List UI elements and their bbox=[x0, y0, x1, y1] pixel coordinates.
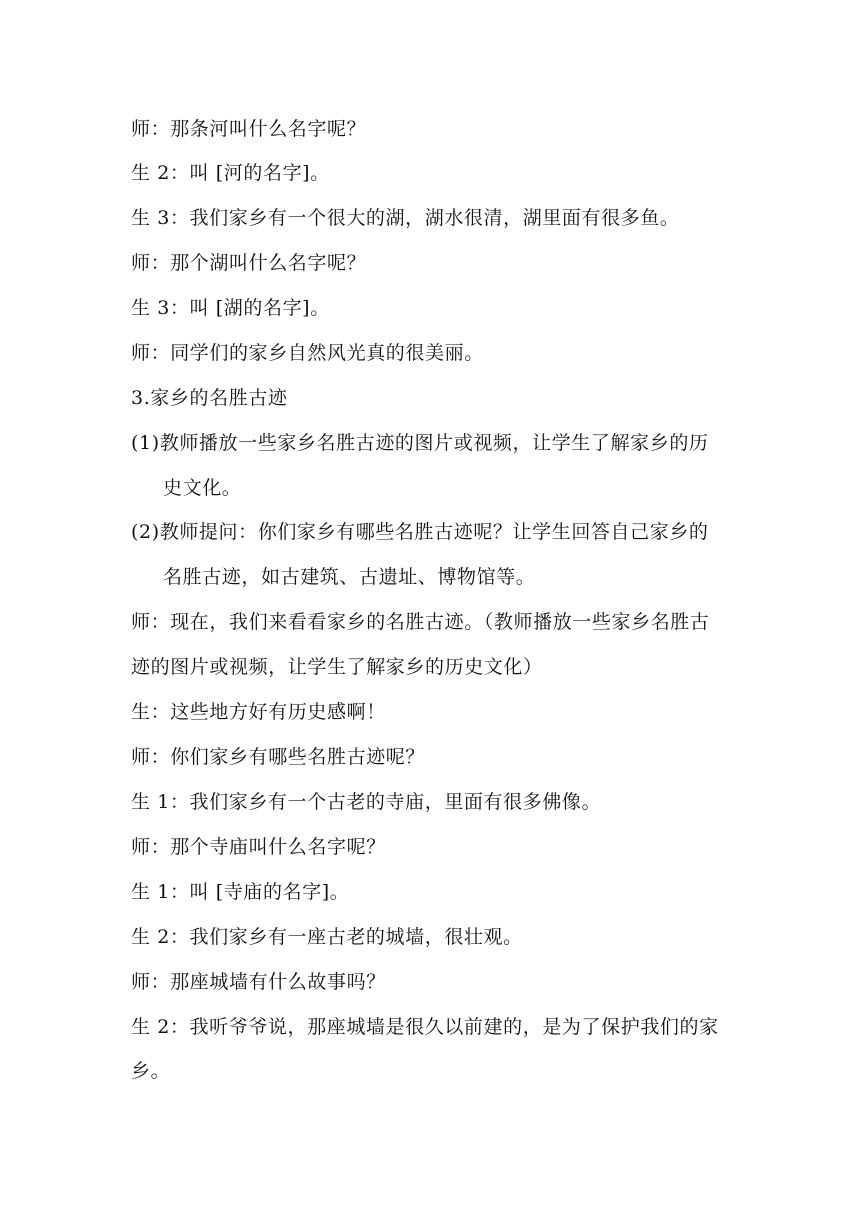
text-line: 师：你们家乡有哪些名胜古迹呢？ bbox=[131, 746, 426, 768]
text-line: 生 1：叫 [寺庙的名字]。 bbox=[131, 881, 350, 903]
list-item-text: (1)教师播放一些家乡名胜古迹的图片或视频，让学生了解家乡的历 bbox=[131, 432, 709, 454]
list-item-text: (2)教师提问：你们家乡有哪些名胜古迹呢？让学生回答自己家乡的 bbox=[131, 521, 709, 543]
text-line: 师：那个湖叫什么名字呢？ bbox=[131, 252, 367, 274]
text-line: 生 2：叫 [河的名字]。 bbox=[131, 162, 330, 184]
text-line: 师：那个寺庙叫什么名字呢？ bbox=[131, 836, 386, 858]
text-line: 生 2：我听爷爷说，那座城墙是很久以前建的，是为了保护我们的家 bbox=[131, 1016, 719, 1038]
list-item-continuation: 史文化。 bbox=[163, 477, 242, 499]
list-item-continuation: 名胜古迹，如古建筑、古遗址、博物馆等。 bbox=[163, 566, 536, 588]
text-line: 乡。 bbox=[131, 1060, 171, 1082]
text-line: 生 1：我们家乡有一个古老的寺庙，里面有很多佛像。 bbox=[131, 791, 602, 813]
section-heading: 3.家乡的名胜古迹 bbox=[131, 387, 288, 409]
text-line: 迹的图片或视频，让学生了解家乡的历史文化） bbox=[131, 656, 543, 678]
text-line: 生 2：我们家乡有一座古老的城墙，很壮观。 bbox=[131, 926, 523, 948]
text-line: 师：那条河叫什么名字呢？ bbox=[131, 118, 367, 140]
text-line: 师：同学们的家乡自然风光真的很美丽。 bbox=[131, 342, 484, 364]
text-line: 生 3：叫 [湖的名字]。 bbox=[131, 297, 330, 319]
text-line: 师：那座城墙有什么故事吗？ bbox=[131, 971, 386, 993]
text-line: 师：现在，我们来看看家乡的名胜古迹。（教师播放一些家乡名胜古 bbox=[131, 611, 710, 633]
text-line: 生 3：我们家乡有一个很大的湖，湖水很清，湖里面有很多鱼。 bbox=[131, 207, 680, 229]
text-line: 生：这些地方好有历史感啊！ bbox=[131, 701, 386, 723]
